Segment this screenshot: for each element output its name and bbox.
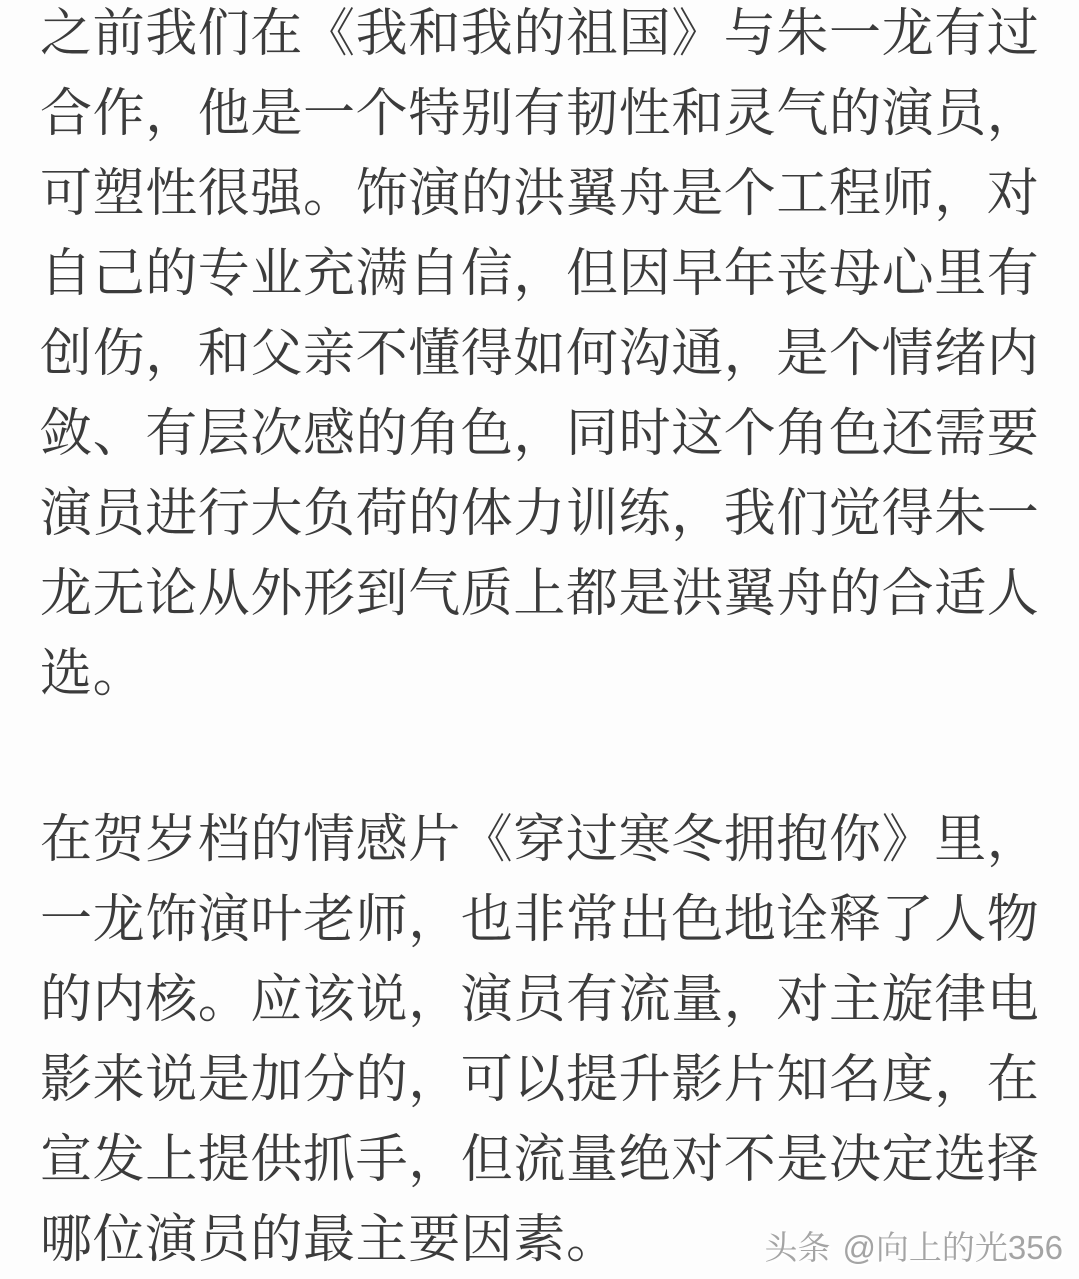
article-body <box>40 0 1040 1279</box>
text-line: 之前我们在《我和我的祖国》与朱一龙有过 <box>40 5 1040 63</box>
text-line: 的内核。应该说，演员有流量，对主旋律电 <box>40 971 1040 1029</box>
text-line: 合作，他是一个特别有韧性和灵气的演员， <box>40 85 1040 143</box>
text-line: 在贺岁档的情感片《穿过寒冬拥抱你》里， <box>40 811 1040 869</box>
text-line: 宣发上提供抓手，但流量绝对不是决定选择 <box>40 1131 1040 1189</box>
text-line: 一龙饰演叶老师，也非常出色地诠释了人物 <box>40 891 1040 949</box>
toutiao-watermark <box>764 1222 1063 1269</box>
paragraph-1 <box>40 0 1040 714</box>
text-line: 可塑性很强。饰演的洪翼舟是个工程师，对 <box>40 165 1040 223</box>
text-line: 龙无论从外形到气质上都是洪翼舟的合适人 <box>40 565 1040 623</box>
text-line: 创伤，和父亲不懂得如何沟通，是个情绪内 <box>40 325 1040 383</box>
paragraph-2 <box>40 800 1040 1279</box>
watermark-author-handle: @向上的光356 <box>842 1229 1063 1266</box>
watermark-platform-label: 头条 <box>764 1229 831 1266</box>
text-line: 哪位演员的最主要因素。 <box>40 1211 619 1269</box>
text-line: 影来说是加分的，可以提升影片知名度，在 <box>40 1051 1040 1109</box>
text-line: 选。 <box>40 645 146 703</box>
text-line: 敛、有层次感的角色，同时这个角色还需要 <box>40 405 1040 463</box>
text-line: 自己的专业充满自信，但因早年丧母心里有 <box>40 245 1040 303</box>
text-line: 演员进行大负荷的体力训练，我们觉得朱一 <box>40 485 1040 543</box>
